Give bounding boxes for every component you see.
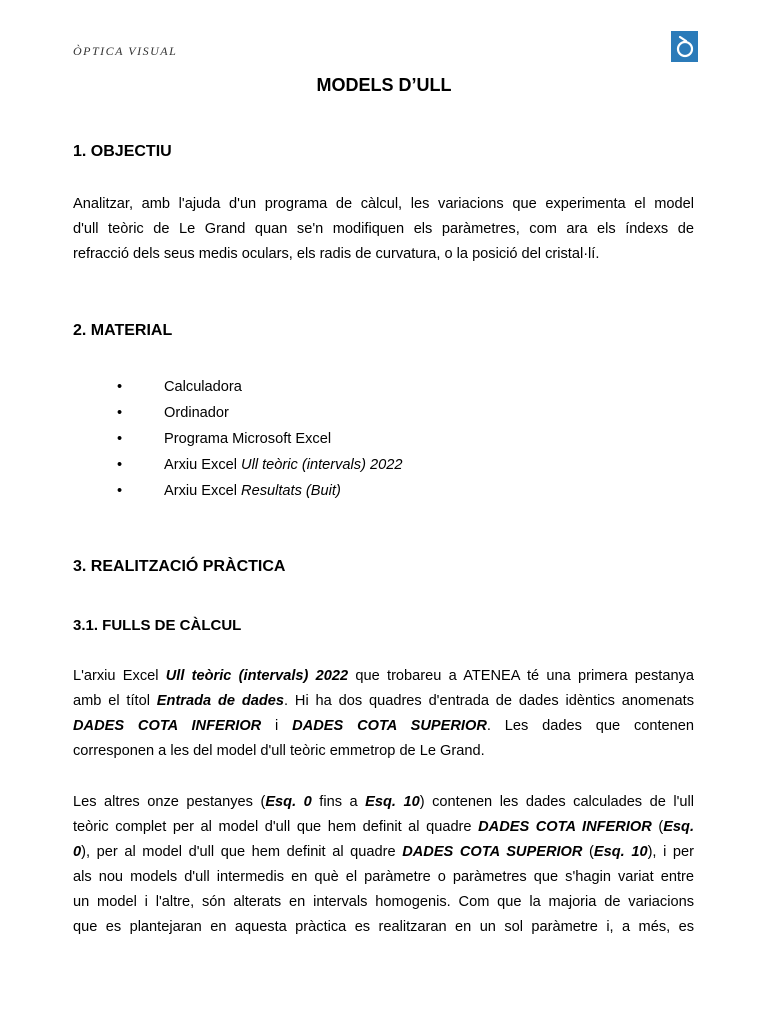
fulls-paragraph-2 (73, 790, 694, 940)
section-heading-fulls: 3.1. FULLS DE CÀLCUL (73, 617, 242, 634)
bullet-icon: • (117, 457, 123, 473)
text-line: corresponen a les del model d'ull teòric emmetrop de Le Grand. (73, 743, 485, 759)
text-line: Les altres onze pestanyes (Esq. 0 fins a Esq. 10) contenen les dades calculades de l'ull (73, 794, 694, 810)
text-line: amb el títol Entrada de dades. Hi ha dos quadres d'entrada de dades idèntics anomenats (73, 693, 695, 709)
bullet-icon: • (117, 405, 123, 421)
fulls-paragraph-1 (73, 664, 694, 764)
text-line: un model i l'altre, són alterats en intervals homogenis. Com que la majoria de variacions (73, 894, 694, 910)
list-item-text: Arxiu Excel Resultats (Buit) (164, 483, 341, 499)
text-line: DADES COTA INFERIOR i DADES COTA SUPERIOR. Les dades que contenen (73, 718, 694, 734)
objectiu-paragraph (73, 192, 694, 267)
bullet-icon: • (117, 431, 123, 447)
bullet-icon: • (117, 379, 123, 395)
text-line: refracció dels seus medis oculars, els radis de curvatura, o la posició del cristal·lí. (73, 246, 600, 262)
text-line: 0), per al model d'ull que hem definit al quadre DADES COTA SUPERIOR (Esq. 10), i per (73, 844, 695, 860)
bullet-icon: • (117, 483, 123, 499)
document-title: MODELS D’ULL (316, 75, 452, 95)
text-line: teòric complet per al model d'ull que hem definit al quadre DADES COTA INFERIOR (Esq. (73, 819, 695, 835)
list-item-text: Programa Microsoft Excel (164, 431, 332, 447)
section-heading-material: 2. MATERIAL (73, 322, 173, 339)
text-line: que es plantejaran en aquesta pràctica es realitzaran en un sol paràmetre i, a més, es (73, 919, 694, 935)
header-label: ÒPTICA VISUAL (73, 44, 178, 58)
text-line: L'arxiu Excel Ull teòric (intervals) 2022 que trobareu a ATENEA té una primera pestanya (73, 668, 694, 684)
list-item-text: Arxiu Excel Ull teòric (intervals) 2022 (164, 457, 403, 473)
list-item-text: Ordinador (164, 405, 229, 421)
section-heading-objectiu: 1. OBJECTIU (73, 143, 172, 160)
text-line: Analitzar, amb l'ajuda d'un programa de càlcul, les variacions que experimenta el model (73, 196, 694, 212)
eye-lens-logo-icon (671, 31, 698, 62)
text-line: d'ull teòric de Le Grand quan se'n modifiquen els paràmetres, com ara els índexs de (73, 221, 694, 237)
list-item-text: Calculadora (164, 379, 242, 395)
section-heading-practica: 3. REALITZACIÓ PRÀCTICA (73, 558, 286, 575)
text-line: als nou models d'ull intermedis en què el paràmetre o paràmetres que s'hagin variat entre (73, 869, 694, 885)
